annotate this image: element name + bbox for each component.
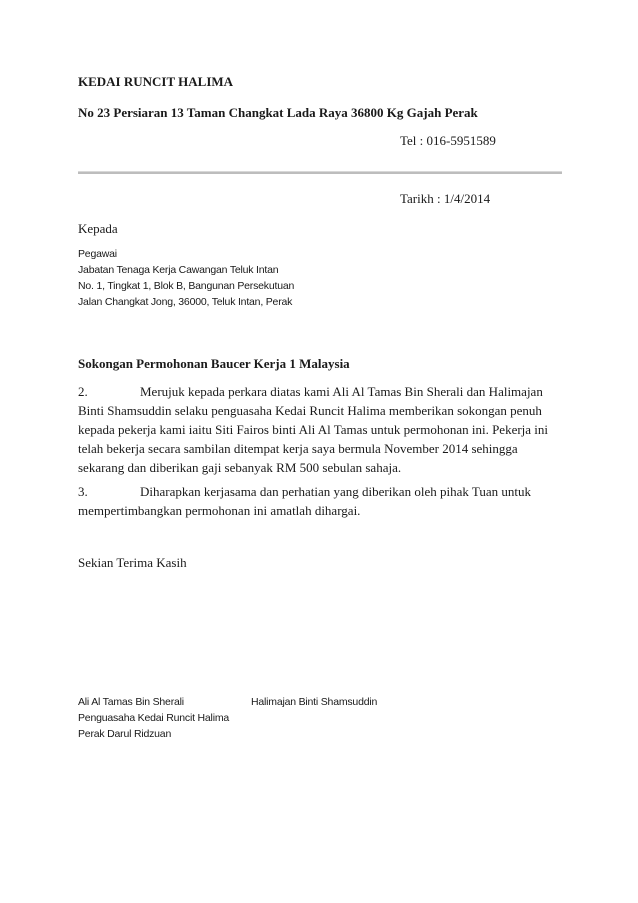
company-address: No 23 Persiaran 13 Taman Changkat Lada Raya 36800 Kg Gajah Perak: [78, 105, 478, 120]
signatory-left-location: Perak Darul Ridzuan: [78, 728, 172, 740]
paragraph-line: Binti Shamsuddin selaku penguasaha Kedai Runcit Halima memberikan sokongan penuh: [78, 403, 542, 418]
paragraph-2: [78, 382, 568, 477]
header-divider: [78, 171, 562, 174]
paragraph-line: sekarang dan diberikan gaji sebanyak RM 500 sebulan sahaja.: [78, 460, 402, 475]
paragraph-3: [78, 482, 568, 520]
company-phone: Tel : 016-5951589: [400, 133, 496, 148]
salutation: Kepada: [78, 221, 118, 236]
paragraph-line: mempertimbangkan permohonan ini amatlah dihargai.: [78, 503, 361, 518]
letter-subject: Sokongan Permohonan Baucer Kerja 1 Malaysia: [78, 356, 350, 371]
paragraph-number: 2.: [78, 384, 88, 399]
recipient-line: Jabatan Tenaga Kerja Cawangan Teluk Intan: [78, 264, 279, 276]
paragraph-line: kepada pekerja kami iaitu Siti Fairos binti Ali Al Tamas untuk permohonan ini. Pekerja ini: [78, 422, 549, 437]
recipient-line: Pegawai: [78, 248, 117, 260]
letter-date: Tarikh : 1/4/2014: [400, 191, 491, 206]
paragraph-line: 3. Diharapkan kerjasama dan perhatian yang diberikan oleh pihak Tuan untuk: [78, 484, 531, 499]
signatory-left-title: Penguasaha Kedai Runcit Halima: [78, 712, 230, 724]
closing-text: Sekian Terima Kasih: [78, 555, 187, 570]
recipient-line: No. 1, Tingkat 1, Blok B, Bangunan Persekutuan: [78, 280, 295, 292]
signatory-left-name: Ali Al Tamas Bin Sherali: [78, 696, 184, 708]
signatory-right-name: Halimajan Binti Shamsuddin: [251, 696, 378, 708]
company-name: KEDAI RUNCIT HALIMA: [78, 74, 234, 89]
recipient-line: Jalan Changkat Jong, 36000, Teluk Intan, Perak: [78, 296, 293, 308]
paragraph-line: telah bekerja secara sambilan ditempat kerja saya bermula November 2014 sehingga: [78, 441, 518, 456]
paragraph-number: 3.: [78, 484, 88, 499]
paragraph-line: 2. Merujuk kepada perkara diatas kami Ali Al Tamas Bin Sherali dan Halimajan: [78, 384, 543, 399]
